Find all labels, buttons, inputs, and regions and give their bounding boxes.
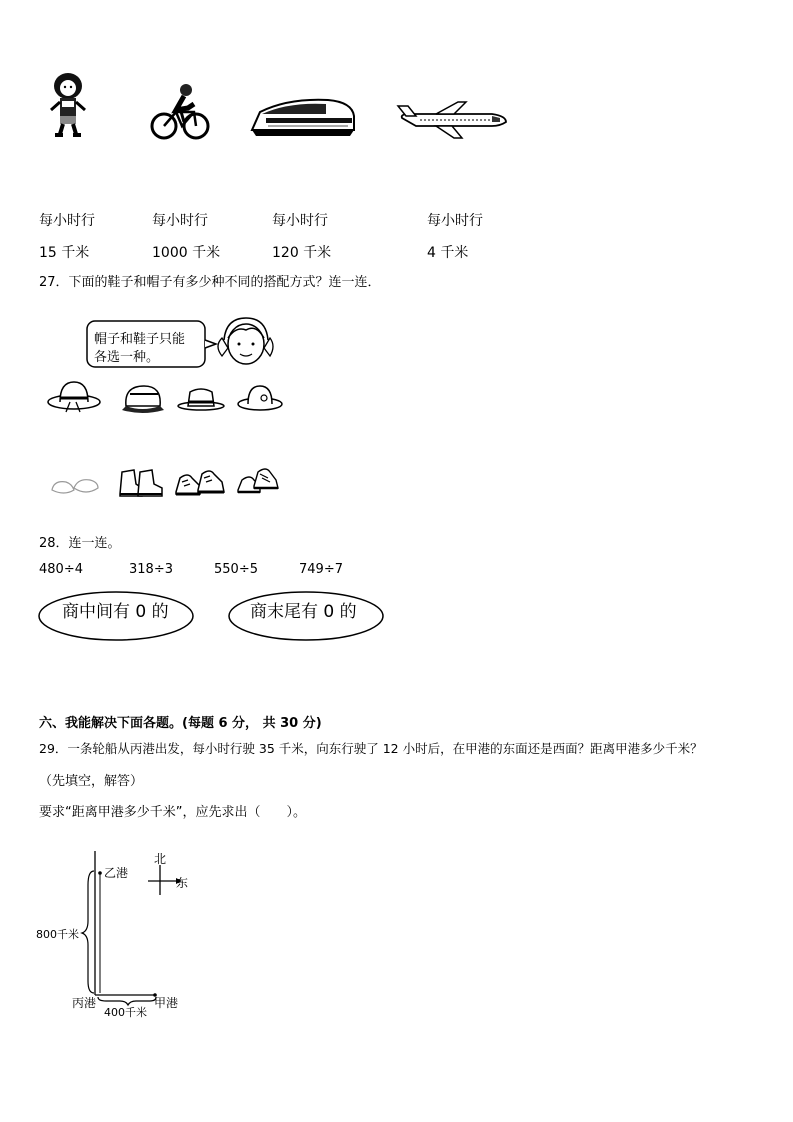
section-6-heading: 六、我能解决下面各题。(每题 6 分， 共 30 分)	[39, 716, 322, 731]
girl-face-icon	[214, 316, 276, 370]
port-yi-label: 乙港	[104, 866, 129, 880]
train-icon	[248, 96, 358, 138]
question-27-text: 27．下面的鞋子和帽子有多少种不同的搭配方式？连一连．	[39, 275, 381, 290]
question-29-line2: （先填空，解答）	[39, 774, 144, 789]
speed-value-4: 4 千米	[427, 245, 469, 261]
expression-2: 318÷3	[129, 562, 173, 577]
speed-label-1: 每小时行	[39, 213, 95, 229]
speed-label-4: 每小时行	[427, 213, 483, 229]
horizontal-distance-label: 400千米	[104, 1006, 147, 1019]
girl-walking-icon	[46, 72, 90, 138]
expression-1: 480÷4	[39, 562, 83, 577]
oval-right-text: 商末尾有 0 的	[250, 602, 357, 622]
speed-value-3: 120 千米	[272, 245, 332, 261]
question-29-line1: 29．一条轮船从丙港出发，每小时行驶 35 千米，向东行驶了 12 小时后，在甲港的东面还是西面？距离甲港多少千米？	[39, 741, 703, 756]
bubble-text-line2: 各选一种。	[94, 350, 160, 365]
expression-3: 550÷5	[214, 562, 258, 577]
cyclist-icon	[150, 82, 210, 142]
port-bing-label: 丙港	[72, 996, 97, 1010]
speed-label-3: 每小时行	[272, 213, 328, 229]
speed-value-1: 15 千米	[39, 245, 90, 261]
port-jia-label: 甲港	[154, 996, 179, 1010]
cap-icon	[118, 382, 166, 414]
expression-4: 749÷7	[299, 562, 343, 577]
boots-icon	[116, 464, 166, 500]
compass-north-label: 北	[154, 852, 167, 866]
speed-value-2: 1000 千米	[152, 245, 221, 261]
bubble-text-line1: 帽子和鞋子只能	[94, 332, 186, 347]
fedora-icon	[176, 386, 226, 412]
question-28-text: 28．连一连。	[39, 536, 121, 551]
speed-label-2: 每小时行	[152, 213, 208, 229]
sneakers-icon	[174, 466, 226, 498]
question-29-line3: 要求“距离甲港多少千米”，应先求出（ ）。	[39, 805, 306, 820]
slipper-icon	[50, 474, 100, 498]
vertical-distance-label: 800千米	[36, 928, 79, 941]
hat-icon	[46, 378, 102, 414]
compass-east-label: 东	[176, 876, 189, 890]
airplane-icon	[396, 100, 508, 140]
sun-hat-icon	[236, 382, 284, 412]
trainers-icon	[236, 466, 280, 498]
oval-left-text: 商中间有 0 的	[62, 602, 169, 622]
